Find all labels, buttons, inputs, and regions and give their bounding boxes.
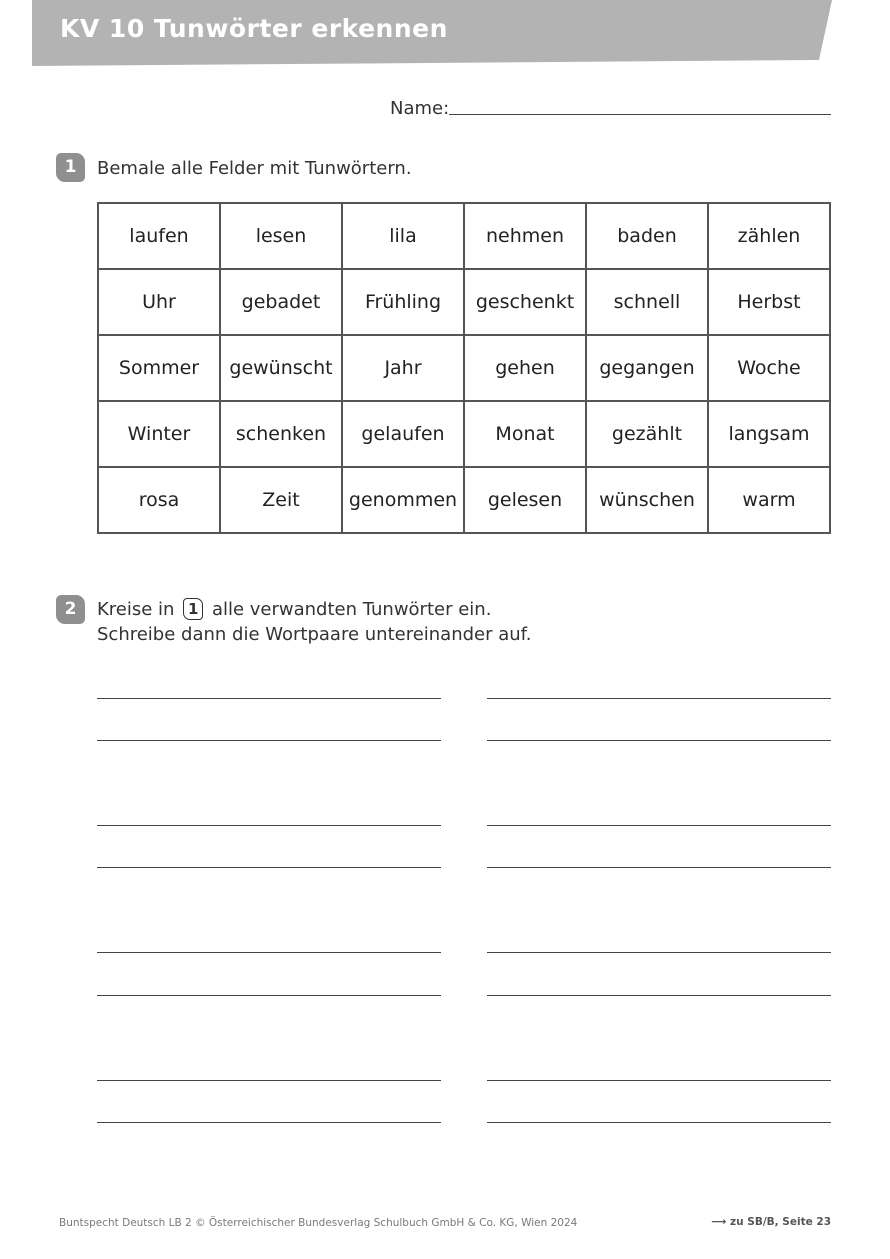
word-cell[interactable]: Jahr xyxy=(342,335,464,401)
writing-line[interactable] xyxy=(487,825,831,826)
header-banner xyxy=(32,0,832,66)
word-cell[interactable]: gelaufen xyxy=(342,401,464,467)
word-cell[interactable]: langsam xyxy=(708,401,830,467)
word-cell[interactable]: gezählt xyxy=(586,401,708,467)
word-cell[interactable]: gewünscht xyxy=(220,335,342,401)
word-cell[interactable]: wünschen xyxy=(586,467,708,533)
word-cell[interactable]: schnell xyxy=(586,269,708,335)
writing-line[interactable] xyxy=(97,698,441,699)
word-cell[interactable]: Uhr xyxy=(98,269,220,335)
word-cell[interactable]: warm xyxy=(708,467,830,533)
task-2-text-after: alle verwandten Tunwörter ein. xyxy=(211,599,492,620)
right-arrow-icon: ⟶ xyxy=(711,1216,727,1228)
word-cell[interactable]: lila xyxy=(342,203,464,269)
writing-line[interactable] xyxy=(487,1122,831,1123)
word-cell[interactable]: Woche xyxy=(708,335,830,401)
task-2-badge: 2 xyxy=(56,595,85,624)
writing-line[interactable] xyxy=(97,952,441,953)
writing-line[interactable] xyxy=(487,1080,831,1081)
task-2-text-before: Kreise in xyxy=(97,599,175,620)
task-2-instruction xyxy=(97,597,531,647)
grid-row xyxy=(98,269,830,335)
name-write-line[interactable] xyxy=(449,114,831,115)
word-cell[interactable]: gebadet xyxy=(220,269,342,335)
writing-line[interactable] xyxy=(97,995,441,996)
word-cell[interactable]: Winter xyxy=(98,401,220,467)
word-cell[interactable]: Zeit xyxy=(220,467,342,533)
writing-line[interactable] xyxy=(97,1080,441,1081)
word-cell[interactable]: geschenkt xyxy=(464,269,586,335)
word-cell[interactable]: Herbst xyxy=(708,269,830,335)
writing-line[interactable] xyxy=(97,740,441,741)
task-2-text-line2: Schreibe dann die Wortpaare untereinander auf. xyxy=(97,624,532,645)
word-cell[interactable]: zählen xyxy=(708,203,830,269)
word-cell[interactable]: gelesen xyxy=(464,467,586,533)
grid-row xyxy=(98,467,830,533)
word-cell[interactable]: baden xyxy=(586,203,708,269)
task-1-badge: 1 xyxy=(56,153,85,182)
word-grid xyxy=(97,202,831,534)
writing-line[interactable] xyxy=(487,740,831,741)
word-cell[interactable]: gehen xyxy=(464,335,586,401)
word-cell[interactable]: laufen xyxy=(98,203,220,269)
task-1-reference-badge: 1 xyxy=(183,598,203,620)
word-cell[interactable]: genommen xyxy=(342,467,464,533)
grid-row xyxy=(98,203,830,269)
writing-line[interactable] xyxy=(487,698,831,699)
writing-line[interactable] xyxy=(97,825,441,826)
word-cell[interactable]: Sommer xyxy=(98,335,220,401)
writing-line[interactable] xyxy=(97,867,441,868)
word-cell[interactable]: nehmen xyxy=(464,203,586,269)
footer-page-reference xyxy=(711,1216,831,1228)
footer-reference-text: zu SB/B, Seite 23 xyxy=(730,1216,831,1228)
writing-line[interactable] xyxy=(487,952,831,953)
grid-row xyxy=(98,401,830,467)
writing-line[interactable] xyxy=(487,995,831,996)
page-title: KV 10 Tunwörter erkennen xyxy=(60,14,448,43)
writing-line[interactable] xyxy=(487,867,831,868)
footer-copyright: Buntspecht Deutsch LB 2 © Österreichischer Bundesverlag Schulbuch GmbH & Co. KG, Wien 2024 xyxy=(59,1217,578,1229)
writing-line[interactable] xyxy=(97,1122,441,1123)
word-cell[interactable]: Frühling xyxy=(342,269,464,335)
word-cell[interactable]: schenken xyxy=(220,401,342,467)
word-cell[interactable]: rosa xyxy=(98,467,220,533)
word-cell[interactable]: gegangen xyxy=(586,335,708,401)
grid-row xyxy=(98,335,830,401)
word-cell[interactable]: Monat xyxy=(464,401,586,467)
name-label: Name: xyxy=(390,98,450,119)
word-cell[interactable]: lesen xyxy=(220,203,342,269)
task-1-instruction: Bemale alle Felder mit Tunwörtern. xyxy=(97,158,412,179)
name-field[interactable] xyxy=(390,98,831,120)
